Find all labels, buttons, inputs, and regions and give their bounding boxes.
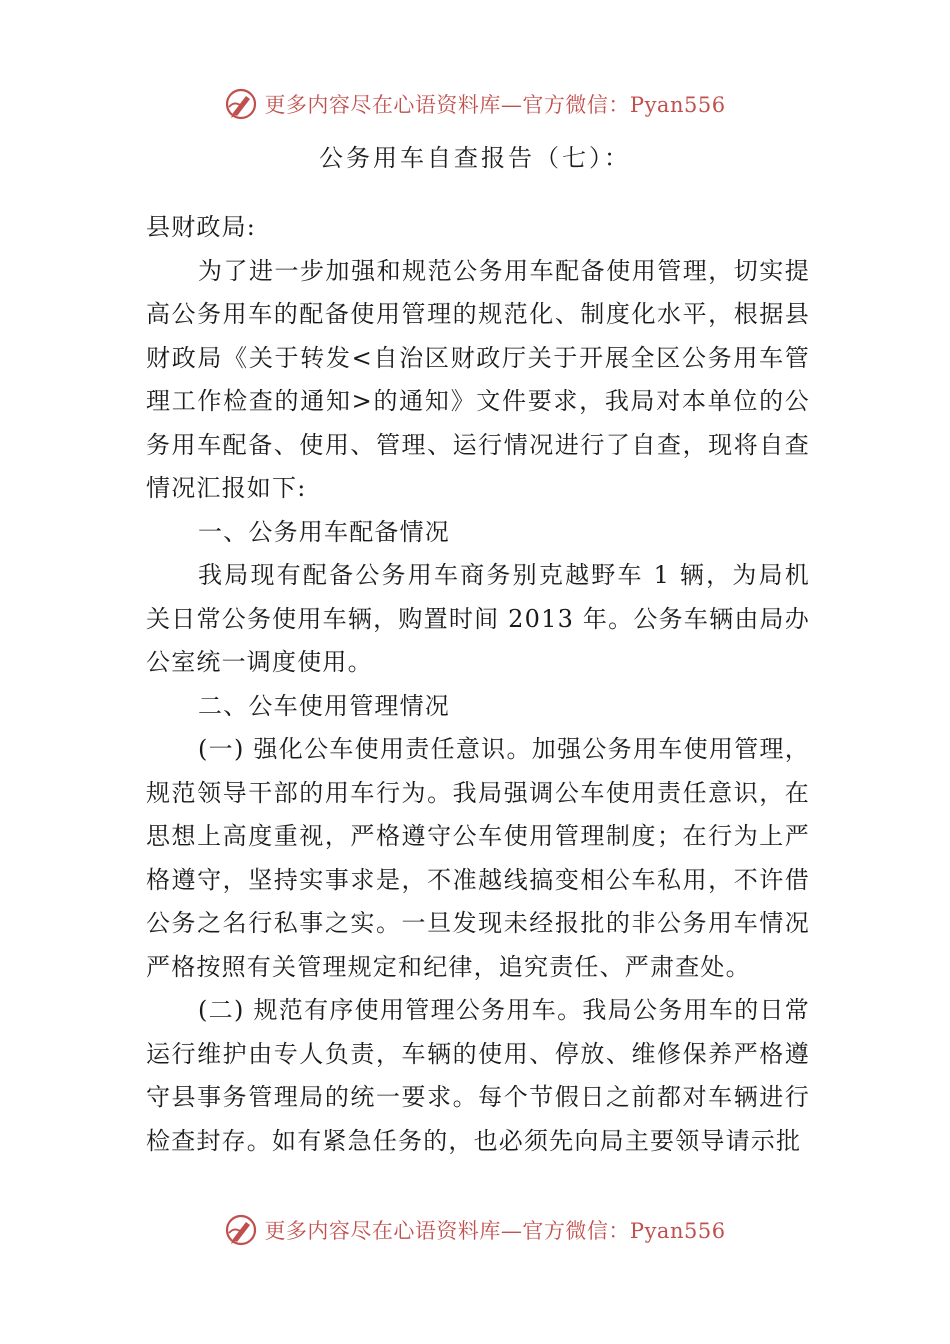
paragraph: 为了进一步加强和规范公务用车配备使用管理，切实提高公务用车的配备使用管理的规范化、制度化水平，根据县财政局《关于转发<自治区财政厅关于开展全区公务用车管理工作检查的通知>的通知》文件要求，我局对本单位的公务用车配备、使用、管理、运行情况进行了自查，现将自查情况汇报如下: — [146, 256, 810, 502]
section-heading: 二、公车使用管理情况 — [198, 691, 450, 720]
footer-banner — [0, 1210, 950, 1250]
pen-logo-icon — [224, 1213, 258, 1247]
paragraph: 我局现有配备公务用车商务别克越野车 1 辆，为局机关日常公务使用车辆，购置时间 2013 年。公务车辆由局办公室统一调度使用。 — [146, 561, 810, 676]
banner-text: 更多内容尽在心语资料库—官方微信：Pyan556 — [264, 1219, 726, 1243]
paragraph: (一) 强化公车使用责任意识。加强公务用车使用管理，规范领导干部的用车行为。我局强调公车使用责任意识，在思想上高度重视，严格遵守公车使用管理制度；在行为上严格遵守，坚持实事求是，不准越线搞变相公车私用，不许借公务之名行私事之实。一旦发现未经报批的非公务用车情况严格按照有关管理规定和纪律，追究责任、严肃查处。 — [146, 735, 810, 981]
document-title: 公务用车自查报告（七）： — [319, 144, 631, 172]
salutation: 县财政局: — [146, 213, 257, 241]
paragraph: (二) 规范有序使用管理公务用车。我局公务用车的日常运行维护由专人负责，车辆的使用、停放、维修保养严格遵守县事务管理局的统一要求。每个节假日之前都对车辆进行检查封存。如有紧急任务的，也必须先向局主要领导请示批 — [146, 996, 810, 1155]
pen-logo-icon — [224, 87, 258, 121]
header-banner — [0, 84, 950, 124]
section-heading: 一、公务用车配备情况 — [198, 517, 450, 546]
document-body — [146, 206, 810, 1163]
banner-text: 更多内容尽在心语资料库—官方微信：Pyan556 — [264, 93, 726, 117]
